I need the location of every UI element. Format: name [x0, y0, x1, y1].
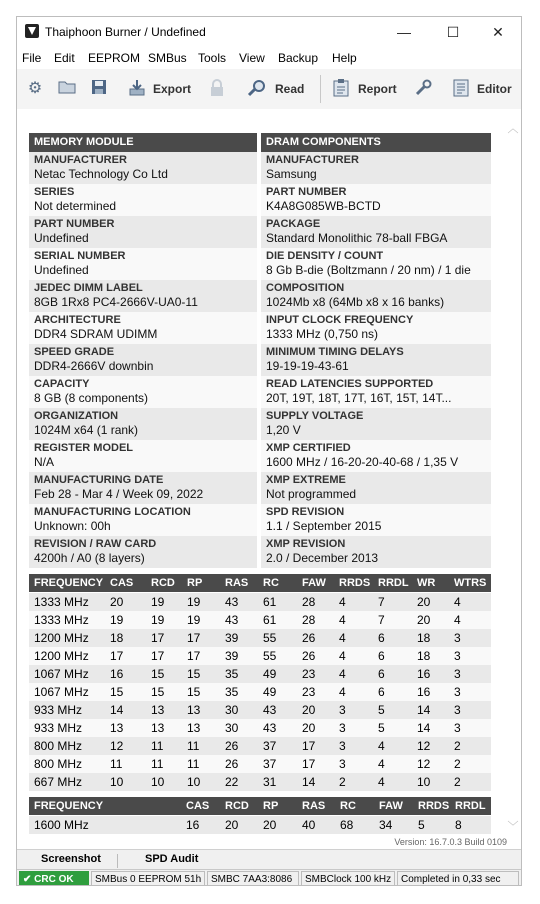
table-cell: 19: [187, 595, 201, 609]
table-cell: 13: [187, 721, 201, 735]
field-label: MANUFACTURING LOCATION: [34, 506, 191, 518]
table-cell: 2: [454, 739, 461, 753]
field-label: SPD REVISION: [266, 506, 345, 518]
field-label: MANUFACTURER: [34, 154, 127, 166]
memory-module-field: [29, 504, 257, 536]
memory-module-header: MEMORY MODULE: [29, 133, 257, 152]
version-label: Version: 16.7.0.3 Build 0109: [394, 837, 507, 847]
crc-status-badge: ✔ CRC OK: [19, 871, 89, 886]
tab-divider: [117, 854, 118, 868]
table-cell: 4: [339, 595, 346, 609]
column-header: RP: [187, 577, 203, 589]
memory-module-field: [29, 344, 257, 376]
table-cell: 17: [302, 757, 316, 771]
table-cell: 20: [417, 595, 431, 609]
table-row: [29, 665, 491, 683]
table-cell: 26: [225, 757, 239, 771]
table-cell: 12: [417, 757, 431, 771]
field-value: 4200h / A0 (8 layers): [34, 551, 145, 565]
field-value: 1333 MHz (0,750 ns): [266, 327, 379, 341]
field-value: N/A: [34, 455, 55, 469]
table-cell: 61: [263, 613, 277, 627]
column-header: FREQUENCY: [34, 577, 104, 589]
table-cell: 20: [302, 703, 316, 717]
table-cell: 10: [151, 775, 165, 789]
table-cell: 17: [110, 649, 124, 663]
spd-info-panel: [17, 109, 521, 849]
dram-components-field: [261, 376, 491, 408]
field-value: Undefined: [34, 231, 89, 245]
table-cell: 18: [417, 631, 431, 645]
table-cell: 12: [417, 739, 431, 753]
table-cell: 23: [302, 667, 316, 681]
read-magnifier-icon[interactable]: [247, 79, 267, 99]
table-cell: 39: [225, 631, 239, 645]
table-cell: 4: [339, 685, 346, 699]
field-value: 1600 MHz / 16-20-20-40-68 / 1,35 V: [266, 455, 459, 469]
dram-components-field: [261, 344, 491, 376]
table-cell: 19: [110, 613, 124, 627]
column-header: RC: [340, 800, 356, 812]
table-cell: 15: [187, 685, 201, 699]
table-cell: 3: [339, 721, 346, 735]
xmp-header-row: [29, 797, 491, 815]
table-cell: 11: [151, 757, 164, 771]
table-cell: 800 MHz: [34, 757, 83, 771]
field-value: 8 Gb B-die (Boltzmann / 20 nm) / 1 die: [266, 263, 471, 277]
menu-eeprom[interactable]: EEPROM: [88, 51, 141, 65]
table-cell: 18: [417, 649, 431, 663]
dram-components-field: [261, 408, 491, 440]
column-header: RRDS: [418, 800, 450, 812]
report-button[interactable]: Report: [358, 82, 397, 96]
memory-module-field: [29, 472, 257, 504]
table-cell: 26: [302, 631, 316, 645]
table-cell: 14: [302, 775, 316, 789]
table-cell: 5: [378, 721, 385, 735]
column-header: RAS: [302, 800, 326, 812]
app-window: [16, 16, 522, 886]
tab-screenshot[interactable]: Screenshot: [41, 853, 101, 865]
table-cell: 13: [151, 703, 165, 717]
table-cell: 17: [302, 739, 316, 753]
field-label: XMP CERTIFIED: [266, 442, 351, 454]
table-cell: 17: [151, 631, 165, 645]
tab-spd-audit[interactable]: SPD Audit: [145, 853, 199, 865]
smbc-status: SMBC 7AA3:8086: [207, 871, 299, 886]
table-row: [29, 737, 491, 755]
table-cell: 3: [454, 649, 461, 663]
field-label: SERIES: [34, 186, 75, 198]
field-label: PART NUMBER: [34, 218, 115, 230]
maximize-button[interactable]: ☐: [446, 24, 460, 40]
memory-module-field: [29, 536, 257, 568]
table-cell: 14: [110, 703, 124, 717]
field-label: ORGANIZATION: [34, 410, 119, 422]
vertical-scrollbar[interactable]: [505, 109, 521, 839]
table-cell: 49: [263, 685, 277, 699]
dram-components-field: [261, 280, 491, 312]
table-cell: 30: [225, 703, 239, 717]
field-label: SERIAL NUMBER: [34, 250, 126, 262]
table-cell: 39: [225, 649, 239, 663]
app-logo-icon: [25, 24, 39, 38]
table-cell: 55: [263, 649, 277, 663]
table-cell: 26: [302, 649, 316, 663]
table-cell: 30: [225, 721, 239, 735]
column-header: FAW: [302, 577, 326, 589]
table-cell: 2: [454, 757, 461, 771]
field-label: XMP REVISION: [266, 538, 346, 550]
table-cell: 3: [454, 721, 461, 735]
column-header: WTRS: [454, 577, 487, 589]
column-header: RCD: [225, 800, 249, 812]
table-cell: 20: [302, 721, 316, 735]
table-cell: 37: [263, 757, 277, 771]
table-cell: 1200 MHz: [34, 631, 89, 645]
field-value: Not programmed: [266, 487, 357, 501]
dram-components-field: [261, 312, 491, 344]
table-cell: 43: [263, 721, 277, 735]
table-cell: 4: [339, 649, 346, 663]
field-label: COMPOSITION: [266, 282, 345, 294]
field-value: 20T, 19T, 18T, 17T, 16T, 15T, 14T...: [266, 391, 452, 405]
table-cell: 12: [110, 739, 124, 753]
table-cell: 16: [417, 685, 431, 699]
table-cell: 55: [263, 631, 277, 645]
table-cell: 1600 MHz: [34, 818, 89, 832]
table-cell: 4: [339, 631, 346, 645]
table-cell: 22: [225, 775, 239, 789]
dram-components-field: [261, 440, 491, 472]
memory-module-field: [29, 280, 257, 312]
field-value: Unknown: 00h: [34, 519, 111, 533]
scroll-down-icon[interactable]: ﹀: [507, 821, 519, 833]
toolbar-separator: [320, 75, 321, 103]
column-header: FREQUENCY: [34, 800, 104, 812]
table-cell: 20: [417, 613, 431, 627]
table-cell: 667 MHz: [34, 775, 83, 789]
field-label: XMP EXTREME: [266, 474, 346, 486]
settings-gear-icon[interactable]: ⚙: [27, 80, 43, 97]
field-label: JEDEC DIMM LABEL: [34, 282, 143, 294]
table-cell: 800 MHz: [34, 739, 83, 753]
menu-view[interactable]: View: [239, 51, 265, 65]
table-cell: 20: [110, 595, 124, 609]
field-value: 1024M x64 (1 rank): [34, 423, 139, 437]
dram-components-field: [261, 184, 491, 216]
dram-components-field: [261, 248, 491, 280]
table-cell: 5: [418, 818, 425, 832]
field-value: Not determined: [34, 199, 117, 213]
table-cell: 17: [151, 649, 165, 663]
table-cell: 3: [339, 739, 346, 753]
dram-components-field: [261, 152, 491, 184]
table-cell: 19: [151, 613, 165, 627]
field-value: DDR4-2666V downbin: [34, 359, 154, 373]
memory-module-field: [29, 184, 257, 216]
column-header: RC: [263, 577, 279, 589]
table-cell: 3: [454, 667, 461, 681]
table-cell: 43: [225, 613, 239, 627]
table-cell: 15: [151, 685, 165, 699]
table-cell: 4: [339, 667, 346, 681]
menu-smbus[interactable]: SMBus: [148, 51, 187, 65]
table-cell: 14: [417, 703, 431, 717]
table-cell: 7: [378, 595, 385, 609]
dram-components-field: [261, 504, 491, 536]
field-value: Undefined: [34, 263, 89, 277]
column-header: RRDL: [378, 577, 409, 589]
menu-edit[interactable]: Edit: [54, 51, 75, 65]
table-row: [29, 611, 491, 629]
table-cell: 10: [110, 775, 124, 789]
field-label: REVISION / RAW CARD: [34, 538, 157, 550]
table-cell: 43: [225, 595, 239, 609]
table-cell: 11: [187, 757, 200, 771]
field-value: Netac Technology Co Ltd: [34, 167, 168, 181]
dram-components-field: [261, 536, 491, 568]
table-cell: 4: [454, 595, 461, 609]
menu-help[interactable]: Help: [332, 51, 357, 65]
column-header: FAW: [379, 800, 403, 812]
field-label: PACKAGE: [266, 218, 321, 230]
table-cell: 3: [339, 703, 346, 717]
column-header: RP: [263, 800, 279, 812]
table-cell: 7: [378, 613, 385, 627]
field-label: ARCHITECTURE: [34, 314, 121, 326]
field-value: 8 GB (8 components): [34, 391, 149, 405]
table-cell: 1067 MHz: [34, 685, 89, 699]
close-button[interactable]: ✕: [492, 24, 504, 40]
memory-module-field: [29, 312, 257, 344]
field-value: DDR4 SDRAM UDIMM: [34, 327, 158, 341]
field-value: Feb 28 - Mar 4 / Week 09, 2022: [34, 487, 204, 501]
wrench-icon[interactable]: [413, 79, 433, 99]
table-cell: 3: [454, 703, 461, 717]
field-value: 1.1 / September 2015: [266, 519, 382, 533]
table-cell: 10: [187, 775, 201, 789]
field-value: K4A8G085WB-BCTD: [266, 199, 381, 213]
memory-module-field: [29, 152, 257, 184]
minimize-button[interactable]: —: [397, 24, 411, 40]
memory-module-field: [29, 376, 257, 408]
table-cell: 4: [378, 775, 385, 789]
table-cell: 17: [187, 631, 201, 645]
field-value: 2.0 / December 2013: [266, 551, 379, 565]
table-row: [29, 683, 491, 701]
field-label: PART NUMBER: [266, 186, 347, 198]
table-cell: 2: [339, 775, 346, 789]
column-header: CAS: [186, 800, 210, 812]
column-header: CAS: [110, 577, 134, 589]
table-cell: 16: [110, 667, 124, 681]
table-cell: 6: [378, 685, 385, 699]
table-cell: 43: [263, 703, 277, 717]
lock-icon[interactable]: [207, 79, 227, 99]
field-label: INPUT CLOCK FREQUENCY: [266, 314, 414, 326]
memory-module-field: [29, 248, 257, 280]
table-cell: 49: [263, 667, 277, 681]
table-cell: 4: [378, 739, 385, 753]
column-header: RCD: [151, 577, 175, 589]
menu-backup[interactable]: Backup: [278, 51, 319, 65]
table-row: [29, 816, 491, 834]
table-cell: 31: [263, 775, 277, 789]
table-cell: 13: [110, 721, 124, 735]
table-cell: 20: [263, 818, 277, 832]
table-cell: 3: [454, 685, 461, 699]
table-row: [29, 647, 491, 665]
table-cell: 6: [378, 667, 385, 681]
field-label: MANUFACTURING DATE: [34, 474, 164, 486]
toolbar: [17, 69, 521, 110]
memory-module-field: [29, 408, 257, 440]
table-cell: 15: [151, 667, 165, 681]
memory-module-field: [29, 440, 257, 472]
table-cell: 68: [340, 818, 354, 832]
table-cell: 35: [225, 667, 239, 681]
save-disk-icon[interactable]: [89, 79, 109, 99]
table-cell: 16: [186, 818, 200, 832]
table-cell: 19: [187, 613, 201, 627]
column-header: WR: [417, 577, 436, 589]
table-cell: 3: [454, 631, 461, 645]
memory-module-field: [29, 216, 257, 248]
table-cell: 11: [110, 757, 123, 771]
table-cell: 1333 MHz: [34, 613, 89, 627]
field-label: MINIMUM TIMING DELAYS: [266, 346, 404, 358]
menu-bar: [17, 47, 521, 69]
menu-tools[interactable]: Tools: [198, 51, 227, 65]
table-cell: 3: [339, 757, 346, 771]
table-cell: 11: [151, 739, 164, 753]
table-cell: 1333 MHz: [34, 595, 89, 609]
column-header: RRDS: [339, 577, 371, 589]
table-row: [29, 701, 491, 719]
table-cell: 1200 MHz: [34, 649, 89, 663]
table-cell: 26: [225, 739, 239, 753]
menu-file[interactable]: File: [22, 51, 42, 65]
table-cell: 16: [417, 667, 431, 681]
editor-button[interactable]: Editor: [477, 82, 512, 96]
editor-icon[interactable]: [451, 79, 471, 99]
field-label: READ LATENCIES SUPPORTED: [266, 378, 434, 390]
title-bar: [17, 17, 521, 47]
dram-components-field: [261, 472, 491, 504]
table-cell: 8: [455, 818, 462, 832]
table-row: [29, 593, 491, 611]
smbclock-status: SMBClock 100 kHz: [301, 871, 395, 886]
field-value: Samsung: [266, 167, 317, 181]
table-cell: 28: [302, 613, 316, 627]
table-cell: 6: [378, 631, 385, 645]
table-cell: 4: [339, 613, 346, 627]
table-cell: 933 MHz: [34, 703, 83, 717]
timing-header-row: [29, 574, 491, 592]
table-cell: 28: [302, 595, 316, 609]
table-cell: 18: [110, 631, 124, 645]
column-header: RRDL: [455, 800, 486, 812]
table-cell: 10: [417, 775, 431, 789]
window-title: Thaiphoon Burner / Undefined: [45, 25, 206, 39]
table-cell: 1067 MHz: [34, 667, 89, 681]
table-cell: 933 MHz: [34, 721, 83, 735]
field-value: 1,20 V: [266, 423, 301, 437]
table-row: [29, 755, 491, 773]
table-cell: 35: [225, 685, 239, 699]
column-header: RAS: [225, 577, 249, 589]
export-icon[interactable]: [127, 79, 147, 99]
field-label: SPEED GRADE: [34, 346, 115, 358]
field-value: 19-19-19-43-61: [266, 359, 349, 373]
table-cell: 5: [378, 703, 385, 717]
smbus-status: SMBus 0 EEPROM 51h: [91, 871, 205, 886]
completed-status: Completed in 0,33 sec: [397, 871, 519, 886]
table-cell: 6: [378, 649, 385, 663]
field-label: REGISTER MODEL: [34, 442, 134, 454]
table-cell: 37: [263, 739, 277, 753]
table-cell: 4: [454, 613, 461, 627]
field-label: SUPPLY VOLTAGE: [266, 410, 364, 422]
field-label: CAPACITY: [34, 378, 90, 390]
table-cell: 11: [187, 739, 200, 753]
read-button[interactable]: Read: [275, 82, 305, 96]
table-cell: 15: [187, 667, 201, 681]
table-cell: 4: [378, 757, 385, 771]
dram-components-field: [261, 216, 491, 248]
table-cell: 34: [379, 818, 393, 832]
status-bar: [17, 869, 521, 886]
table-cell: 14: [417, 721, 431, 735]
table-cell: 17: [187, 649, 201, 663]
dram-components-header: DRAM COMPONENTS: [261, 133, 491, 152]
table-cell: 40: [302, 818, 316, 832]
table-cell: 20: [225, 818, 239, 832]
field-value: 8GB 1Rx8 PC4-2666V-UA0-11: [34, 295, 198, 309]
open-folder-icon[interactable]: [57, 79, 77, 99]
field-label: MANUFACTURER: [266, 154, 359, 166]
field-value: Standard Monolithic 78-ball FBGA: [266, 231, 448, 245]
table-row: [29, 773, 491, 791]
table-cell: 23: [302, 685, 316, 699]
table-row: [29, 629, 491, 647]
report-icon[interactable]: [331, 79, 351, 99]
table-row: [29, 719, 491, 737]
table-cell: 13: [151, 721, 165, 735]
field-value: 1024Mb x8 (64Mb x8 x 16 banks): [266, 295, 445, 309]
table-cell: 2: [454, 775, 461, 789]
table-cell: 15: [110, 685, 124, 699]
table-cell: 13: [187, 703, 201, 717]
scroll-up-icon[interactable]: ︿: [507, 123, 519, 135]
export-button[interactable]: Export: [153, 82, 192, 96]
field-label: DIE DENSITY / COUNT: [266, 250, 384, 262]
table-cell: 19: [151, 595, 165, 609]
table-cell: 61: [263, 595, 277, 609]
